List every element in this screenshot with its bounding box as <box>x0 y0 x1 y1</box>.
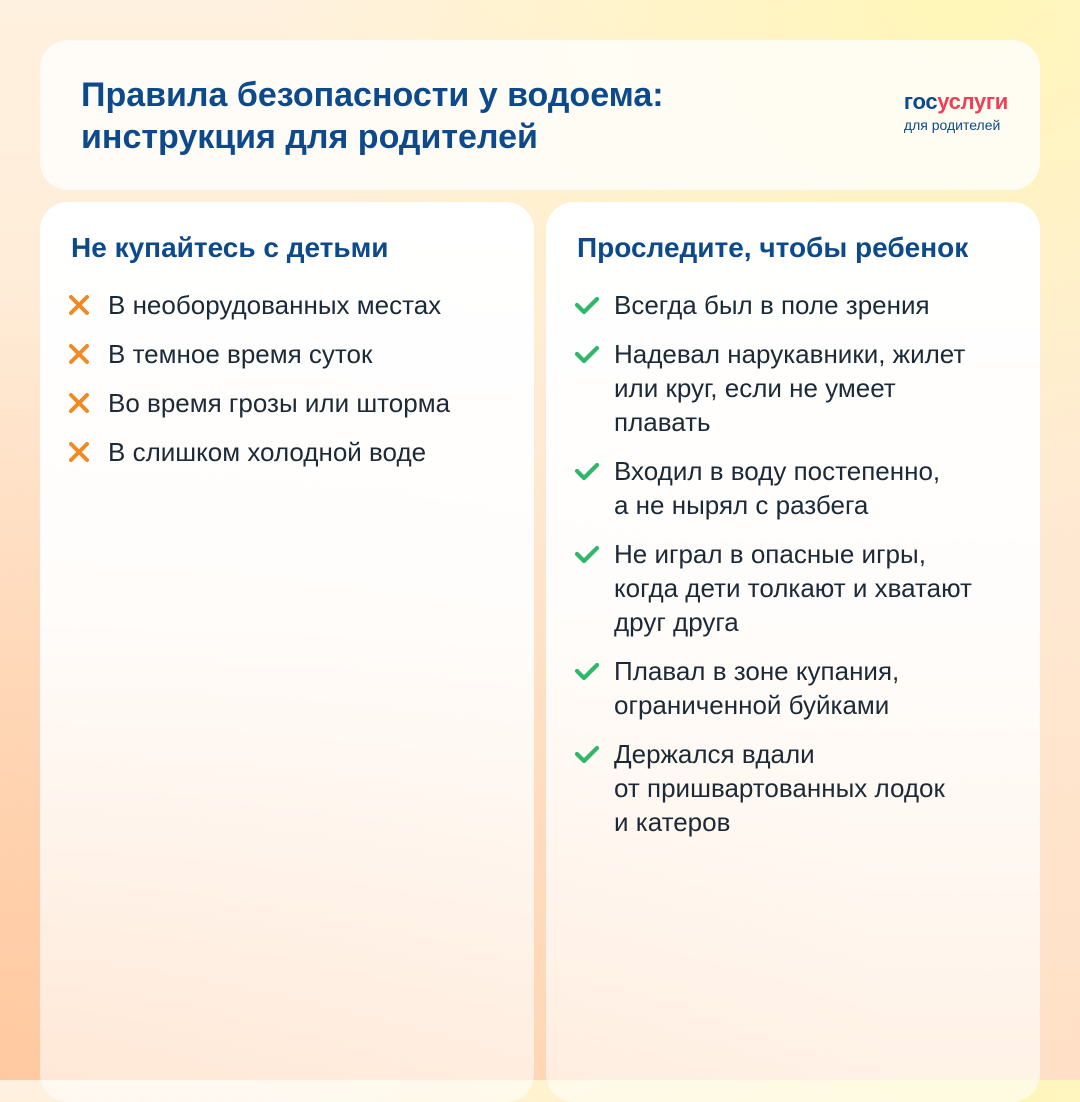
cross-icon <box>68 337 98 371</box>
make-sure-item <box>574 337 1024 439</box>
check-icon <box>574 654 604 688</box>
cross-icon <box>68 288 98 322</box>
page-title-line-2: инструкция для родителей <box>81 118 538 156</box>
dont-swim-item <box>68 386 518 420</box>
make-sure-item-text: Входил в воду постепенно, а не нырял с разбега <box>614 456 941 520</box>
check-icon <box>574 337 604 371</box>
logo-subtitle: для родителей <box>903 117 1001 133</box>
logo-wordmark-part-1: гос <box>903 89 938 114</box>
dont-swim-item-text: В темное время суток <box>108 339 373 369</box>
make-sure-item-text: Плавал в зоне купания, ограниченной буйками <box>614 656 900 720</box>
gosuslugi-logo <box>904 90 1008 134</box>
header-card <box>40 40 1040 190</box>
dont-swim-item <box>68 435 518 469</box>
dont-swim-heading: Не купайтесь с детьми <box>71 232 389 263</box>
make-sure-item <box>574 537 1024 639</box>
make-sure-item-text: Не играл в опасные игры, когда дети толкают и хватают друг друга <box>614 539 972 637</box>
page-title-line-1: Правила безопасности у водоема: <box>81 76 664 114</box>
make-sure-heading: Проследите, чтобы ребенок <box>577 232 969 263</box>
check-icon <box>574 737 604 771</box>
cross-icon <box>68 435 98 469</box>
make-sure-list <box>574 288 1024 854</box>
dont-swim-item <box>68 288 518 322</box>
make-sure-item <box>574 288 1024 322</box>
check-icon <box>574 537 604 571</box>
make-sure-item-text: Всегда был в поле зрения <box>614 290 930 320</box>
check-icon <box>574 454 604 488</box>
dont-swim-item <box>68 337 518 371</box>
make-sure-item-text: Держался вдали от пришвартованных лодок и катеров <box>614 739 945 837</box>
dont-swim-item-text: Во время грозы или шторма <box>108 388 451 418</box>
dont-swim-list <box>68 288 518 484</box>
make-sure-item <box>574 654 1024 722</box>
dont-swim-item-text: В слишком холодной воде <box>108 437 427 467</box>
page-title <box>81 74 781 158</box>
make-sure-item <box>574 737 1024 839</box>
check-icon <box>574 288 604 322</box>
make-sure-item <box>574 454 1024 522</box>
dont-swim-card <box>40 202 534 1102</box>
cross-icon <box>68 386 98 420</box>
dont-swim-item-text: В необорудованных местах <box>108 290 442 320</box>
logo-wordmark-part-2: услуги <box>937 89 1008 114</box>
logo-wordmark <box>904 90 1008 114</box>
make-sure-item-text: Надевал нарукавники, жилет или круг, если не умеет плавать <box>614 339 966 437</box>
make-sure-card <box>546 202 1040 1102</box>
